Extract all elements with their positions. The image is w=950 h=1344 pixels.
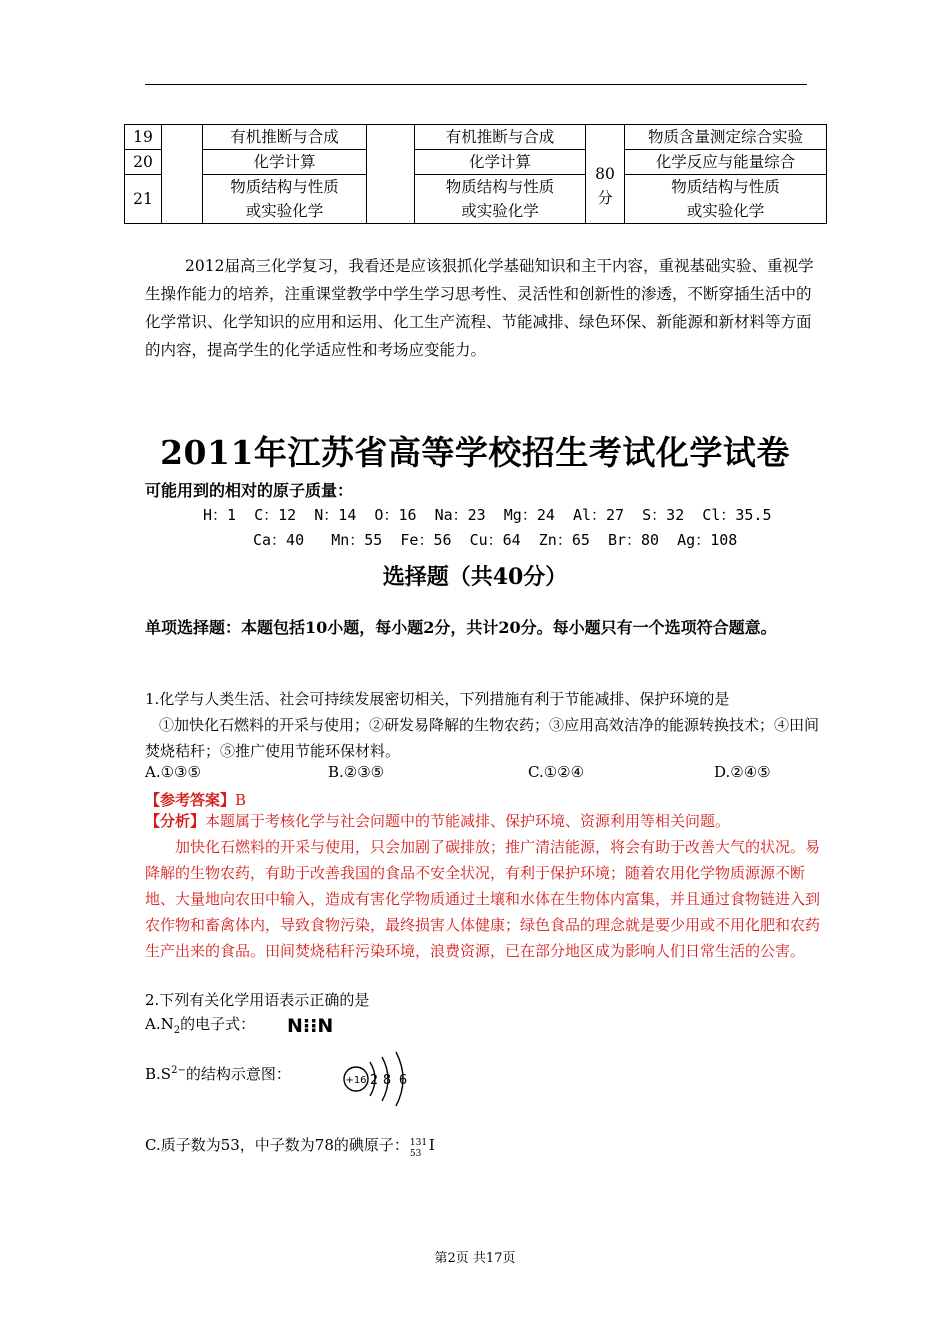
table-cell: 21 xyxy=(125,175,162,224)
atomic-mass-label: 可能用到的相对的原子质量： xyxy=(145,481,354,500)
q2-stem: 2.下列有关化学用语表示正确的是 xyxy=(145,991,370,1009)
table-cell: 化学计算 xyxy=(203,150,367,175)
analysis-label: 【分析】 xyxy=(145,812,206,830)
option-a-prefix: A.N xyxy=(145,1015,174,1033)
option-c-text: C.质子数为53，中子数为78的碘原子： xyxy=(145,1136,409,1154)
q1-stem: 1.化学与人类生活、社会可持续发展密切相关，下列措施有利于节能减排、保护环境的是 xyxy=(145,690,730,708)
exam-structure-table xyxy=(124,124,827,224)
q1-option-d: D.②④⑤ xyxy=(714,763,771,781)
option-a-suffix: 的电子式： xyxy=(180,1015,256,1033)
mass-number: 131 xyxy=(409,1138,428,1148)
superscript: 2− xyxy=(171,1065,186,1076)
table-cell: 19 xyxy=(125,125,162,150)
table-cell: 化学计算 xyxy=(415,150,586,175)
answer-label: 【参考答案】 xyxy=(145,791,236,809)
table-cell xyxy=(162,125,203,224)
q1-items: ①加快化石燃料的开采与使用；②研发易降解的生物农药；③应用高效洁净的能源转换技术；④田间焚烧秸秆；⑤推广使用节能环保材料。 xyxy=(145,716,820,760)
shell-electron-count: 6 xyxy=(398,1073,408,1088)
section-title: 选择题（共40分） xyxy=(382,564,568,590)
table-cell: 20 xyxy=(125,150,162,175)
cell-line: 物质结构与性质 xyxy=(230,178,339,196)
cell-line: 或实验化学 xyxy=(686,202,765,220)
n2-electron-formula: N⁝⁝N xyxy=(287,1015,334,1037)
q2-option-c xyxy=(145,1134,435,1159)
q1-option-c: C.①②④ xyxy=(528,763,585,781)
table-row xyxy=(125,150,827,175)
table-row xyxy=(125,125,827,150)
q1-answer xyxy=(145,789,246,810)
sulfide-structure-diagram xyxy=(336,1048,420,1110)
atomic-mass-line-1: H：1 C：12 N：14 O：16 Na：23 Mg：24 Al：27 S：32 Cl：35.5 xyxy=(203,506,772,524)
cell-line: 物质结构与性质 xyxy=(671,178,780,196)
table-row xyxy=(125,175,827,224)
atomic-mass-line-2: Ca：40 Mn：55 Fe：56 Cu：64 Zn：65 Br：80 Ag：108 xyxy=(253,531,738,549)
table-cell xyxy=(415,175,586,224)
table-cell: 物质含量测定综合实验 xyxy=(625,125,827,150)
header-rule xyxy=(145,84,807,85)
answer-value: B xyxy=(235,791,247,809)
subscript: 2 xyxy=(173,1025,181,1036)
q1-analysis-intro xyxy=(145,808,820,834)
q1-analysis-body: 加快化石燃料的开采与使用，只会加剧了碳排放；推广清洁能源，将会有助于改善大气的状况。易降解的生物农药，有助于改善我国的食品不安全状况，有利于保护环境；随着农用化学物质源源不断地、大量地向农田中输入，造成有害化学物质通过土壤和水体在生物体内富集，并且通过食物链进入到农作物和畜禽体内，导致食物污染，最终损害人体健康；绿色食品的理念就是要少用或不用化肥和农药生产出来的食品。田间焚烧秸秆污染环境，浪费资源，已在部分地区成为影响人们日常生活的公害。 xyxy=(145,838,821,960)
nucleus-charge: +16 xyxy=(345,1075,367,1086)
shell-electron-count: 8 xyxy=(382,1073,392,1088)
q2-option-b xyxy=(145,1063,291,1084)
table-cell xyxy=(203,175,367,224)
intro-paragraph: 2012届高三化学复习，我看还是应该狠抓化学基础知识和主干内容，重视基础实验、重视学生操作能力的培养，注重课堂教学中学生学习思考性、灵活性和创新性的渗透，不断穿插生活中的化学常识、化学知识的应用和运用、化工生产流程、节能减排、绿色环保、新能源和新材料等方面的内容，提高学生的化学适应性和考场应变能力。 xyxy=(145,257,814,359)
table-cell: 化学反应与能量综合 xyxy=(625,150,827,175)
q1-option-a: A.①③⑤ xyxy=(145,763,201,781)
table-cell xyxy=(367,125,415,224)
q2-option-a xyxy=(145,1013,255,1036)
cell-line: 或实验化学 xyxy=(461,202,539,220)
table-cell xyxy=(625,175,827,224)
cell-line: 物质结构与性质 xyxy=(445,178,555,196)
instruction: 单项选择题：本题包括10小题，每小题2分，共计20分。每小题只有一个选项符合题意。 xyxy=(145,618,777,637)
cell-line: 或实验化学 xyxy=(245,202,324,220)
table-cell: 有机推断与合成 xyxy=(415,125,586,150)
option-b-suffix: 的结构示意图： xyxy=(185,1065,291,1083)
isotope-notation xyxy=(409,1138,429,1159)
option-b-prefix: B.S xyxy=(145,1065,172,1083)
page-footer: 第2页 共17页 xyxy=(434,1251,516,1266)
score-cell xyxy=(586,125,625,224)
page-title: 2011年江苏省高等学校招生考试化学试卷 xyxy=(160,433,790,472)
analysis-intro-text: 本题属于考核化学与社会问题中的节能减排、保护环境、资源利用等相关问题。 xyxy=(205,812,731,830)
score-unit: 分 xyxy=(597,189,613,207)
score-number: 80 xyxy=(595,165,615,183)
shell-electron-count: 2 xyxy=(369,1073,379,1088)
q1-option-b: B.②③⑤ xyxy=(328,763,385,781)
element-symbol: I xyxy=(428,1136,435,1154)
table-cell: 有机推断与合成 xyxy=(203,125,367,150)
atomic-number: 53 xyxy=(409,1149,422,1159)
